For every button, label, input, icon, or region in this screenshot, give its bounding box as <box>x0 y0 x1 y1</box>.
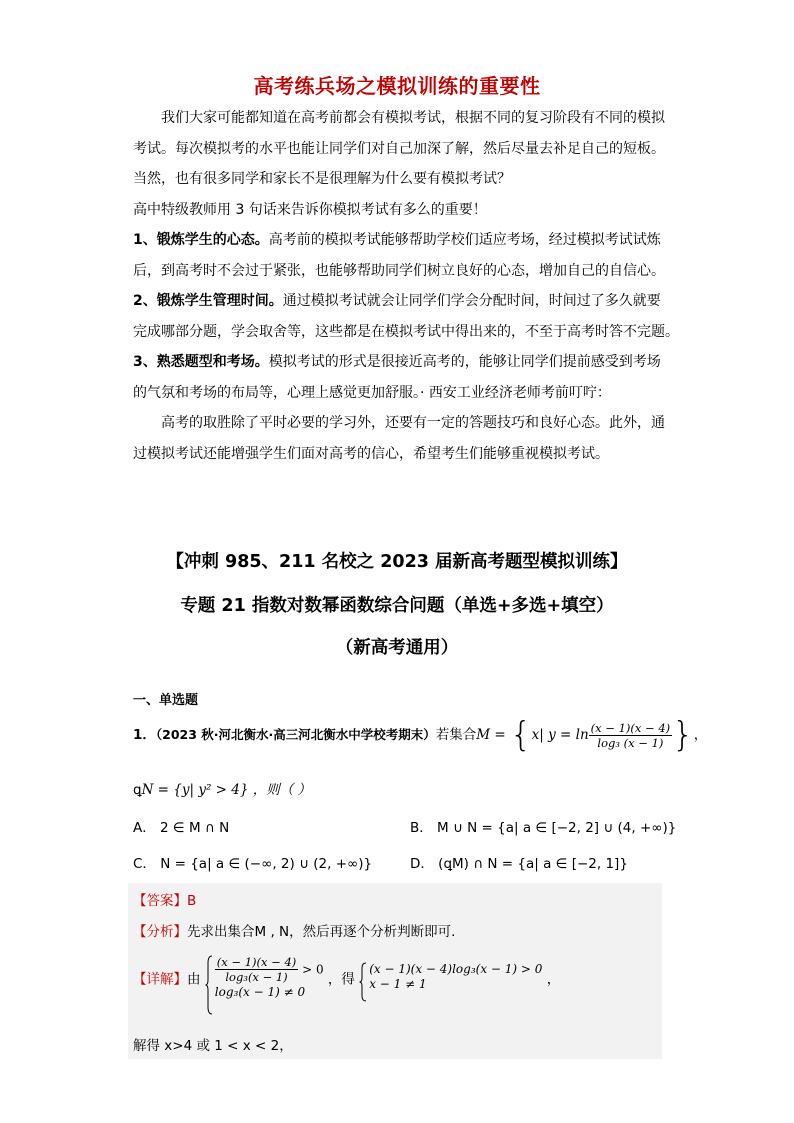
item-3-text: 模拟考试的形式是很接近高考的，能够让同学们提前感受到考场 <box>268 354 661 370</box>
system-2-row1: (x − 1)(x − 4)log₃(x − 1) > 0 <box>369 962 543 977</box>
analysis-line <box>133 920 455 940</box>
system-1-row2: log₃(x − 1) ≠ 0 <box>214 984 306 999</box>
question-stem-text: 若集合 <box>435 727 477 743</box>
item-3-line2: 的气氛和考场的布局等，心理上感觉更加舒服。· 西安工业经济老师考前叮咛： <box>133 384 611 401</box>
item-3-heading: 3、熟悉题型和考场。 <box>133 354 269 370</box>
analysis-text: 先求出集合M , N，然后再逐个分析判断即可. <box>187 924 456 940</box>
system-2-row2: x − 1 ≠ 1 <box>369 977 427 992</box>
system-1-numerator: (x − 1)(x − 4) <box>216 955 297 969</box>
page-title: 高考练兵场之模拟训练的重要性 <box>253 74 541 98</box>
intro-line: 当然，也有很多同学和家长不是很理解为什么要有模拟考试？ <box>133 171 511 187</box>
closing-line: 高考的取胜除了平时必要的学习外，还要有一定的答题技巧和良好心态。此外，通 <box>161 415 665 431</box>
intro-line: 考试。每次模拟考的水平也能让同学们对自己加深了解，然后尽量去补足自己的短板。 <box>133 140 665 157</box>
system-1-relation: > 0 <box>302 962 324 977</box>
detail-comma: ， <box>546 971 561 988</box>
option-b: B． M ∪ N = {a| a ∈ [−2, 2] ∪ (4, +∞)} <box>410 820 677 836</box>
intro-line: 高中特级教师用 3 句话来告诉你模拟考试有多么的重要！ <box>133 201 487 218</box>
system-1 <box>205 955 324 1000</box>
option-a: A． 2 ∈ M ∩ N <box>133 820 230 836</box>
item-2-text: 通过模拟考试就会让同学们学会分配时间，时间过了多久就要 <box>282 293 661 309</box>
detail-get: ，得 <box>327 971 355 988</box>
item-1-line2: 后，到高考时不会过于紧张，也能够帮助同学们树立良好的心态，增加自己的自信心。 <box>133 262 665 279</box>
result-line: 解得 x>4 或 1 < x < 2， <box>133 1038 293 1054</box>
fraction-numerator: (x − 1)(x − 4) <box>590 720 671 735</box>
left-brace: { <box>510 715 532 755</box>
item-1-heading: 1、锻炼学生的心态。 <box>133 232 269 248</box>
doc-title-line3: （新高考通用） <box>335 638 459 658</box>
item-1-text: 高考前的模拟考试能够帮助学校们适应考场，经过模拟考试试炼 <box>268 232 661 248</box>
set-n-def: N = {y| y² > 4} ，则（ ） <box>141 782 312 798</box>
right-brace: } <box>672 715 694 755</box>
answer-value: B <box>187 893 197 909</box>
option-d: D． (ꝗM) ∩ N = {a| a ∈ [−2, 1]} <box>410 856 628 872</box>
set-m-cond: y = ln <box>548 727 589 743</box>
question-1-line2 <box>133 778 311 798</box>
option-c: C． N = {a| a ∈ (−∞, 2) ∪ (2, +∞)} <box>133 856 373 872</box>
item-1 <box>133 225 673 256</box>
question-number: 1． <box>133 727 156 743</box>
answer-tag: 【答案】 <box>133 893 187 909</box>
system-1-brace <box>205 955 213 1015</box>
set-m-fraction <box>589 721 672 750</box>
detail-line <box>133 955 560 1000</box>
doc-title-line2: 专题 21 指数对数幂函数综合问题（单选+多选+填空） <box>180 596 614 616</box>
item-2-line2: 完成哪部分题，学会取舍等，这些都是在模拟考试中得出来的，不至于高考时答不完题。 <box>133 323 679 340</box>
complement-symbol: ꝗ <box>133 782 142 798</box>
question-source: （2023 秋·河北衡水·高三河北衡水中学校考期末） <box>155 727 436 742</box>
analysis-tag: 【分析】 <box>133 924 187 940</box>
item-2-heading: 2、锻炼学生管理时间。 <box>133 293 283 309</box>
fraction-denominator: log₃ (x − 1) <box>597 735 664 750</box>
intro-line: 我们大家可能都知道在高考前都会有模拟考试，根据不同的复习阶段有不同的模拟 <box>161 110 665 126</box>
system-2-brace <box>359 962 367 1002</box>
intro-section <box>133 103 679 469</box>
system-2 <box>359 962 542 992</box>
item-2 <box>133 286 673 317</box>
detail-by: 由 <box>187 971 201 988</box>
set-m-lhs: M = <box>476 727 511 743</box>
detail-tag: 【详解】 <box>133 971 187 988</box>
system-1-fraction <box>215 955 298 985</box>
answer-line <box>133 889 196 909</box>
doc-title-line1: 【冲刺 985、211 名校之 2023 届新高考题型模拟训练】 <box>166 552 628 572</box>
closing-line: 过模拟考试还能增强学生们面对高考的信心，希望考生们能够重视模拟考试。 <box>133 445 609 462</box>
set-m-var: x <box>531 727 540 743</box>
question-1-stem: 1．（2023 秋·河北衡水·高三河北衡水中学校考期末）若集合M = {x| y = ln $\frac{(x - 1)(x - 4)}{\text{log₃ (x − 1)}}$ }， <box>133 715 708 755</box>
section-heading: 一、单选题 <box>133 693 199 708</box>
item-3 <box>133 347 673 378</box>
system-1-denominator: log₃(x − 1) <box>225 970 288 985</box>
